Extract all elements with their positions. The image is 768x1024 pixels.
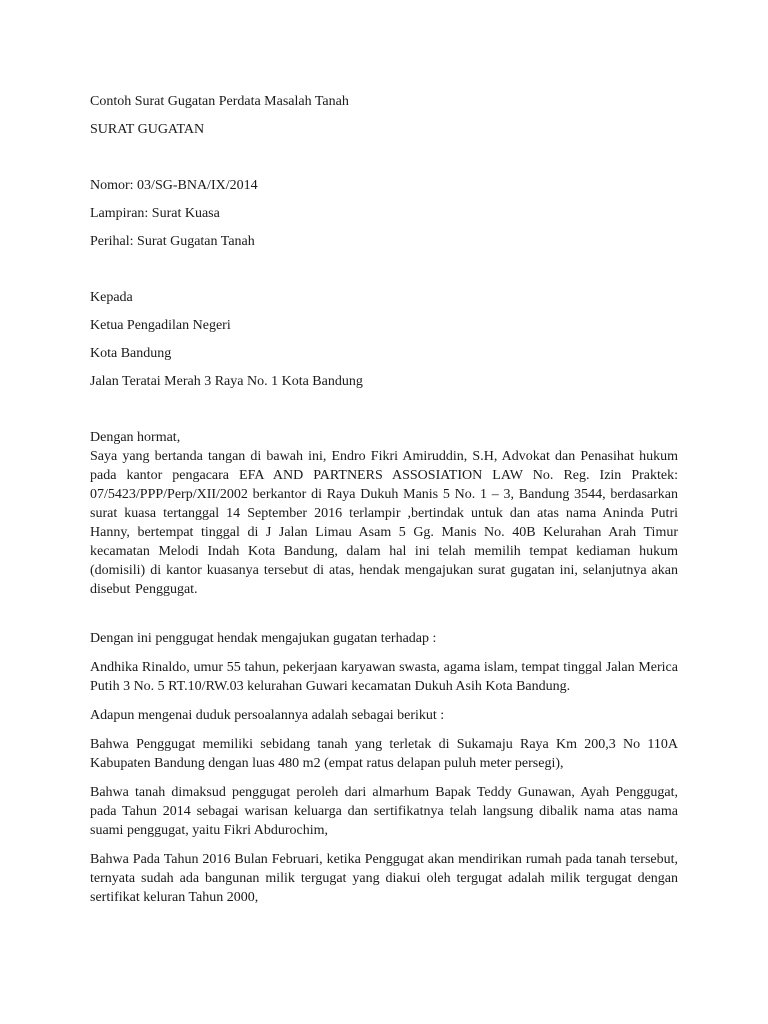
recipient-line-1: Ketua Pengadilan Negeri <box>90 318 231 333</box>
letter-page <box>90 92 678 907</box>
paragraph-claim-1: Bahwa Penggugat memiliki sebidang tanah yang terletak di Sukamaju Raya Km 200,3 No 110A Kabupaten Bandung dengan luas 480 m2 (empat ratus delapan puluh meter persegi), <box>90 737 678 771</box>
paragraph-case-intro: Adapun mengenai duduk persoalannya adalah sebagai berikut : <box>90 708 445 723</box>
document-subheading: SURAT GUGATAN <box>90 122 205 137</box>
letter-number: Nomor: 03/SG-BNA/IX/2014 <box>90 178 258 193</box>
letter-subject: Perihal: Surat Gugatan Tanah <box>90 234 255 249</box>
recipient-line-2: Kota Bandung <box>90 346 172 361</box>
paragraph-defendant: Andhika Rinaldo, umur 55 tahun, pekerjaan karyawan swasta, agama islam, tempat tinggal Jalan Merica Putih 3 No. 5 RT.10/RW.03 kelurahan Guwari kecamatan Dukuh Asih Kota Bandung. <box>90 660 678 694</box>
paragraph-identity: Saya yang bertanda tangan di bawah ini, Endro Fikri Amiruddin, S.H, Advokat dan Penasihat hukum pada kantor pengacara EFA AND PARTNERS ASSOSIATION LAW No. Reg. Izin Praktek: 07/5423/PPP/Perp/XII/2002 berkantor di Raya Dukuh Manis 5 No. 1 – 3, Bandung 3544, berdasarkan surat kuasa tertanggal 14 September 2016 terlampir ,bertindak untuk dan atas nama Aninda Putri Hanny, bertempat tinggal di J Jalan Limau Asam 5 Gg. Manis No. 40B Kelurahan Arah Timur kecamatan Melodi Indah Kota Bandung, dalam hal ini telah memilih tempat kediaman hukum (domisili) di kantor kuasanya tersebut di atas, hendak mengajukan surat gugatan ini, selanjutnya akan disebut Penggugat. <box>90 449 678 597</box>
salutation: Dengan hormat, <box>90 430 181 445</box>
paragraph-claim-2: Bahwa tanah dimaksud penggugat peroleh dari almarhum Bapak Teddy Gunawan, Ayah Penggugat, pada Tahun 2014 sebagai warisan keluarga dan sertifikatnya telah langsung dibalik nama atas nama suami penggugat, yaitu Fikri Abdurochim, <box>90 785 678 838</box>
paragraph-claim-3: Bahwa Pada Tahun 2016 Bulan Februari, ketika Penggugat akan mendirikan rumah pada tanah tersebut, ternyata sudah ada bangunan milik tergugat yang diakui oleh tergugat adalah milik tergugat dengan sertifikat keluran Tahun 2000, <box>90 852 678 905</box>
recipient-line-3: Jalan Teratai Merah 3 Raya No. 1 Kota Bandung <box>90 374 363 389</box>
paragraph-intro-defendant: Dengan ini penggugat hendak mengajukan gugatan terhadap : <box>90 631 437 646</box>
document-heading: Contoh Surat Gugatan Perdata Masalah Tanah <box>90 94 349 109</box>
recipient-to: Kepada <box>90 290 133 305</box>
letter-attachment: Lampiran: Surat Kuasa <box>90 206 220 221</box>
